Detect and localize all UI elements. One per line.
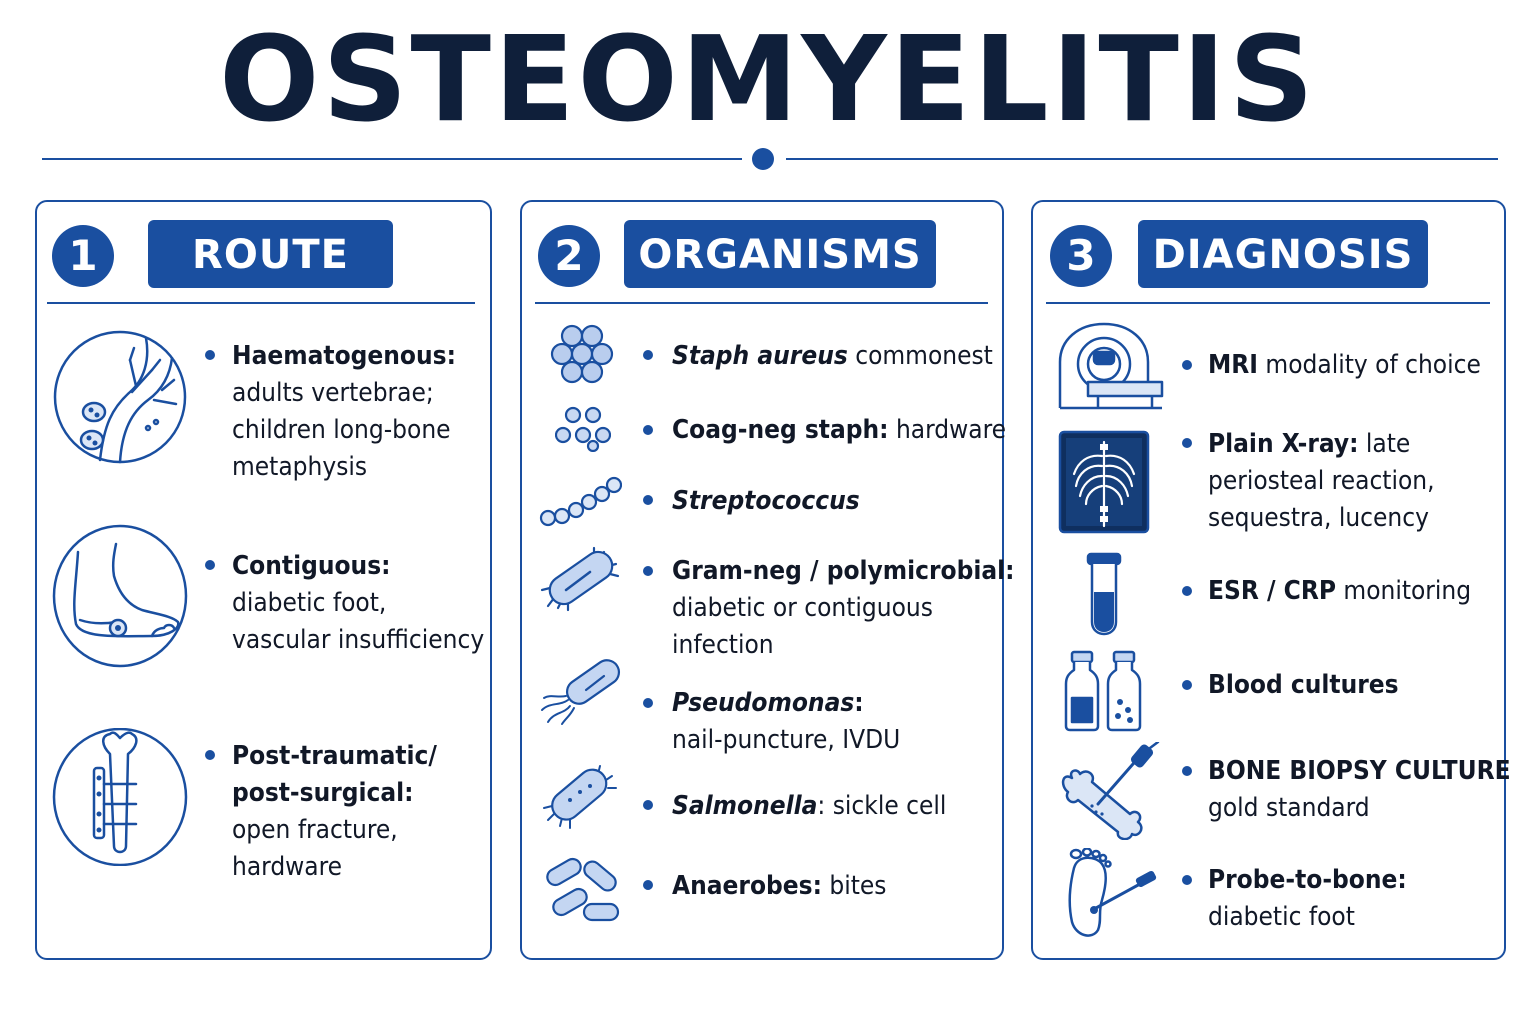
organism-item-7-text — [672, 868, 886, 905]
panel-divider-2 — [535, 302, 988, 304]
pseudomonas-flagella-icon — [538, 656, 624, 726]
bullet-dot — [1182, 438, 1192, 448]
bullet-dot — [643, 800, 653, 810]
blood-culture-bottles-icon — [1064, 650, 1144, 732]
cocci-group-icon — [555, 406, 611, 452]
bone-fixation-plate-icon — [52, 728, 188, 866]
anaerobe-rods-icon — [542, 854, 622, 924]
title-divider-right — [786, 158, 1498, 160]
bullet-dot — [643, 350, 653, 360]
diagnosis-item-3-rest: monitoring — [1335, 576, 1472, 606]
route-item-3-text — [232, 738, 437, 886]
route-item-3-label2: post-surgical: — [232, 778, 414, 808]
title-divider-left — [42, 158, 742, 160]
diagnosis-item-1-rest: modality of choice — [1258, 350, 1481, 380]
organism-item-5-text — [672, 685, 900, 759]
diagnosis-item-5-line1: gold standard — [1208, 793, 1370, 823]
organism-item-7-label: Anaerobes: — [672, 871, 822, 901]
route-item-3-label: Post-traumatic/ — [232, 741, 437, 771]
diagnosis-item-6-text — [1208, 862, 1407, 936]
blood-vessel-bacteria-icon — [52, 330, 188, 464]
bullet-dot — [643, 880, 653, 890]
diagnosis-item-2-line1: periosteal reaction, — [1208, 466, 1435, 496]
route-item-1-text — [232, 338, 456, 486]
bullet-dot — [205, 350, 215, 360]
organism-item-1-text — [672, 338, 993, 375]
page-title: OSTEOMYELITIS — [219, 10, 1317, 148]
organism-item-3-text — [672, 483, 860, 520]
panel-number-1: 1 — [52, 225, 114, 287]
bullet-dot — [1182, 360, 1192, 370]
route-item-1-line1: adults vertebrae; — [232, 378, 434, 408]
foot-probe-icon — [1062, 848, 1158, 942]
staph-cluster-icon — [550, 322, 616, 388]
organism-item-1-label: Staph aureus — [672, 341, 848, 371]
bullet-dot — [643, 566, 653, 576]
organism-item-5-line1: nail-puncture, IVDU — [672, 725, 901, 755]
panel-divider-1 — [47, 302, 475, 304]
organism-item-6-rest: : sickle cell — [817, 791, 947, 821]
streptococcus-chain-icon — [538, 474, 622, 528]
route-item-2-line2: vascular insufficiency — [232, 625, 485, 655]
organism-item-2-text — [672, 412, 1006, 449]
panel-number-2: 2 — [538, 225, 600, 287]
bullet-dot — [643, 495, 653, 505]
bullet-dot — [1182, 680, 1192, 690]
diagnosis-item-3-text — [1208, 573, 1471, 610]
blood-test-tube-icon — [1084, 552, 1124, 636]
xray-film-icon — [1058, 430, 1150, 534]
diagnosis-item-2-label: Plain X-ray: — [1208, 429, 1359, 459]
route-item-2-label: Contiguous: — [232, 551, 391, 581]
diagnosis-item-2-rest: late — [1358, 429, 1411, 459]
title-divider-dot — [752, 148, 774, 170]
bullet-dot — [1182, 766, 1192, 776]
organism-item-5-label: Pseudomonas — [672, 688, 855, 718]
bullet-dot — [205, 750, 215, 760]
organism-item-4-line2: infection — [672, 630, 774, 660]
bone-biopsy-needle-icon — [1058, 742, 1164, 840]
diagnosis-item-2-text — [1208, 426, 1435, 537]
diagnosis-item-6-line1: diabetic foot — [1208, 902, 1355, 932]
organism-item-6-label: Salmonella — [672, 791, 818, 821]
organism-item-3-label: Streptococcus — [672, 486, 860, 516]
organism-item-4-label: Gram-neg / polymicrobial: — [672, 556, 1015, 586]
diabetic-foot-ulcer-icon — [52, 524, 188, 668]
bullet-dot — [205, 560, 215, 570]
diagnosis-item-2-line2: sequestra, lucency — [1208, 503, 1429, 533]
diagnosis-item-4-text — [1208, 667, 1399, 704]
diagnosis-item-5-label: BONE BIOPSY CULTURE — [1208, 756, 1511, 786]
route-item-1-line3: metaphysis — [232, 452, 368, 482]
bullet-dot — [1182, 875, 1192, 885]
gram-negative-rod-icon — [538, 546, 624, 614]
bullet-dot — [1182, 586, 1192, 596]
route-item-3-line1: open fracture, — [232, 815, 398, 845]
bullet-dot — [643, 425, 653, 435]
organism-item-1-rest: commonest — [847, 341, 993, 371]
diagnosis-item-4-label: Blood cultures — [1208, 670, 1399, 700]
panel-heading-organisms: ORGANISMS — [624, 220, 936, 288]
mri-scanner-icon — [1058, 322, 1164, 410]
diagnosis-item-6-label: Probe-to-bone: — [1208, 865, 1407, 895]
route-item-3-line2: hardware — [232, 852, 343, 882]
panel-divider-3 — [1046, 302, 1490, 304]
route-item-1-line2: children long-bone — [232, 415, 451, 445]
salmonella-icon — [540, 762, 620, 830]
organism-item-7-rest: bites — [821, 871, 887, 901]
organism-item-2-rest: hardware — [888, 415, 1007, 445]
organism-item-6-text — [672, 788, 946, 825]
panel-heading-route: ROUTE — [148, 220, 393, 288]
route-item-2-text — [232, 548, 484, 659]
route-item-1-label: Haematogenous: — [232, 341, 456, 371]
diagnosis-item-1-text — [1208, 347, 1481, 384]
diagnosis-item-3-label: ESR / CRP — [1208, 576, 1336, 606]
bullet-dot — [643, 698, 653, 708]
organism-item-4-text — [672, 553, 1015, 664]
organism-item-4-line1: diabetic or contiguous — [672, 593, 933, 623]
organism-item-2-label: Coag-neg staph: — [672, 415, 889, 445]
organism-item-5-colon: : — [854, 688, 864, 718]
diagnosis-item-5-text — [1208, 753, 1511, 827]
diagnosis-item-1-label: MRI — [1208, 350, 1258, 380]
route-item-2-line1: diabetic foot, — [232, 588, 387, 618]
panel-number-3: 3 — [1050, 225, 1112, 287]
panel-heading-diagnosis: DIAGNOSIS — [1138, 220, 1428, 288]
